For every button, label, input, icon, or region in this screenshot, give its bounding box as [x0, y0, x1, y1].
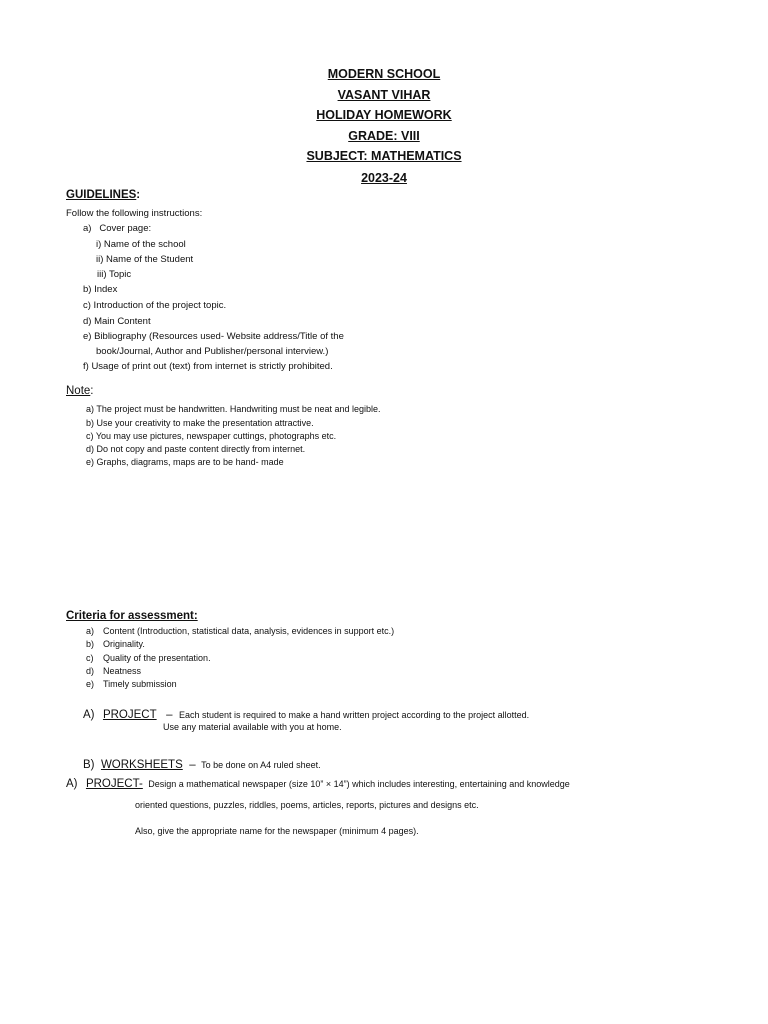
guidelines-heading: GUIDELINES:	[66, 189, 141, 201]
school-name: MODERN SCHOOL	[327, 67, 441, 81]
guideline-item: e) Bibliography (Resources used- Website address/Title of the	[83, 331, 344, 342]
subject-label: SUBJECT: MATHEMATICS	[306, 149, 462, 163]
guidelines-intro: Follow the following instructions:	[66, 208, 203, 219]
project-task-line3: Also, give the appropriate name for the newspaper (minimum 4 pages).	[135, 826, 419, 836]
guideline-item: f) Usage of print out (text) from internet is strictly prohibited.	[83, 361, 333, 372]
criteria-item: Neatness	[103, 666, 142, 676]
criteria-marker: a)	[86, 626, 95, 636]
criteria-item: Content (Introduction, statistical data, analysis, evidences in support etc.)	[103, 626, 395, 636]
criteria-marker: e)	[86, 679, 95, 689]
criteria-heading: Criteria for assessment:	[66, 610, 198, 622]
criteria-item: Quality of the presentation.	[103, 653, 211, 663]
project-task-heading: A) PROJECT- Design a mathematical newspaper (size 10” × 14”) which includes interesting, entertaining and knowledge	[66, 778, 570, 790]
grade-label: GRADE: VIII	[348, 129, 420, 143]
worksheets-section-heading: B) WORKSHEETS – To be done on A4 ruled sheet.	[83, 759, 321, 771]
document-title: HOLIDAY HOMEWORK	[316, 108, 452, 122]
guideline-subitem: i) Name of the school	[96, 239, 186, 250]
note-item: e) Graphs, diagrams, maps are to be hand- made	[86, 457, 284, 467]
project-section-heading: A) PROJECT – Each student is required to make a hand written project according to the project allotted.	[83, 709, 530, 721]
guideline-item: d) Main Content	[83, 316, 151, 327]
note-item: c) You may use pictures, newspaper cuttings, photographs etc.	[86, 431, 337, 441]
guideline-item-continued: book/Journal, Author and Publisher/personal interview.)	[96, 346, 329, 357]
guideline-item: b) Index	[83, 284, 118, 295]
criteria-item: Timely submission	[103, 679, 177, 689]
note-item: d) Do not copy and paste content directly from internet.	[86, 444, 306, 454]
school-branch: VASANT VIHAR	[337, 88, 431, 102]
project-task-line2: oriented questions, puzzles, riddles, poems, articles, reports, pictures and designs etc.	[135, 800, 479, 810]
guideline-item: a) Cover page:	[83, 223, 152, 234]
session-label: 2023-24	[361, 171, 407, 185]
criteria-marker: c)	[86, 653, 94, 663]
criteria-marker: b)	[86, 639, 95, 649]
guideline-subitem: ii) Name of the Student	[96, 254, 194, 265]
project-section-line2: Use any material available with you at home.	[163, 722, 342, 732]
guideline-subitem: iii) Topic	[97, 269, 132, 280]
note-heading: Note:	[66, 385, 94, 397]
criteria-item: Originality.	[103, 639, 145, 649]
note-item: b) Use your creativity to make the presentation attractive.	[86, 418, 314, 428]
guideline-item: c) Introduction of the project topic.	[83, 300, 227, 311]
note-item: a) The project must be handwritten. Handwriting must be neat and legible.	[86, 404, 381, 414]
criteria-marker: d)	[86, 666, 95, 676]
